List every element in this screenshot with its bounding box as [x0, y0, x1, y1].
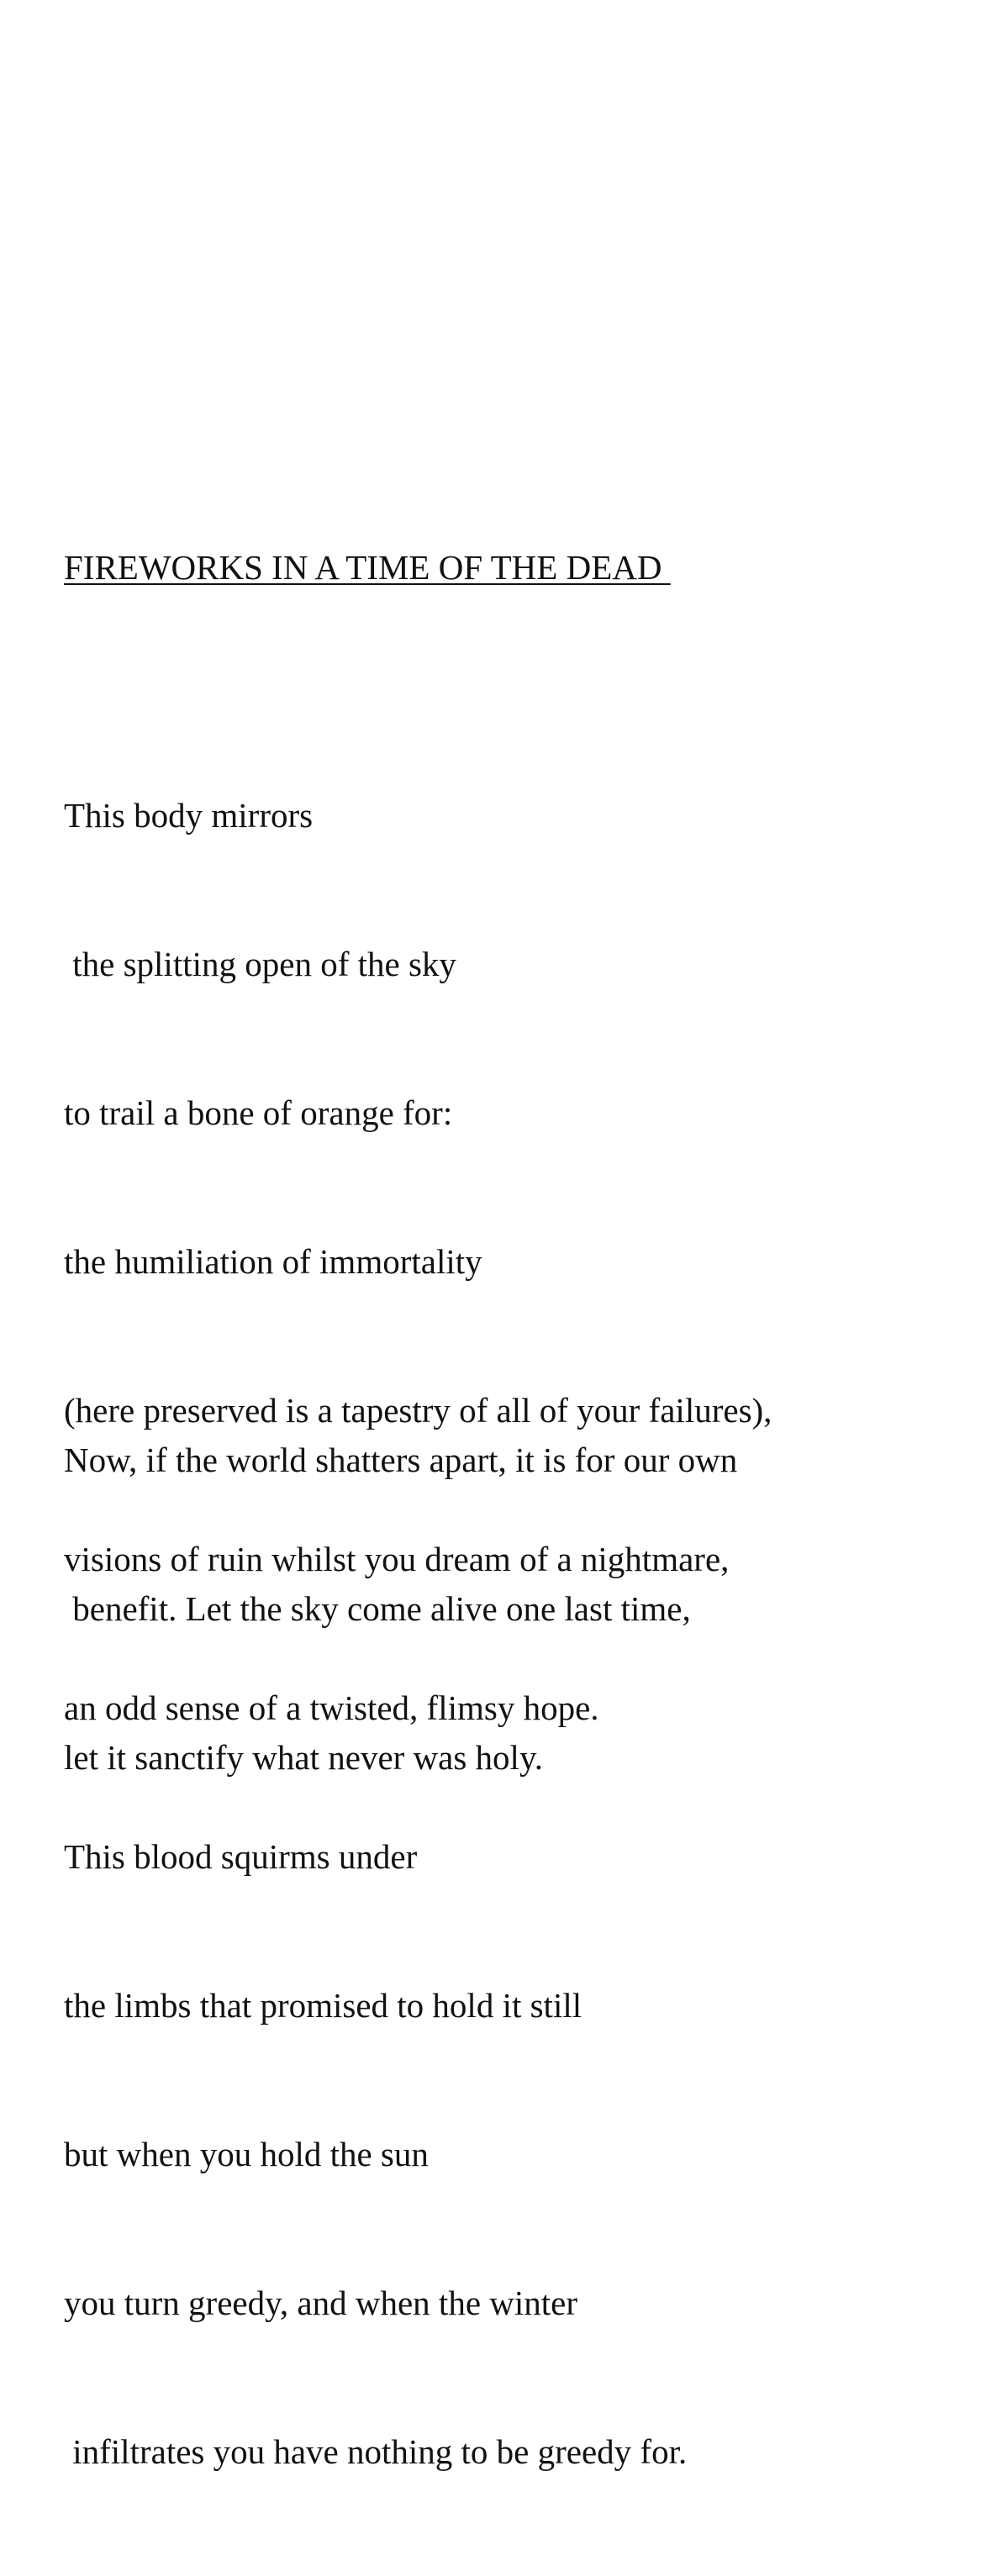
poem-line: an odd sense of a twisted, flimsy hope. [64, 1688, 599, 1727]
poem-line: but when you hold the sun [64, 2135, 429, 2173]
poem-line: infiltrates you have nothing to be greedy for. [64, 2432, 688, 2471]
poem-stanza-2 [64, 1336, 737, 1882]
poem-line: This blood squirms under [64, 1837, 418, 1876]
poem-line: let it sanctify what never was holy. [64, 1738, 544, 1777]
poem-line: (here preserved is a tapestry of all of your failures), [64, 1391, 772, 1430]
poem-line: to trail a bone of orange for: [64, 1093, 453, 1132]
poem-line: the splitting open of the sky [64, 945, 456, 983]
poem-line: visions of ruin whilst you dream of a nightmare, [64, 1540, 730, 1578]
poem-line: This body mirrors [64, 796, 314, 835]
poem-line: the humiliation of immortality [64, 1242, 482, 1281]
poem-title: FIREWORKS IN A TIME OF THE DEAD [64, 548, 671, 587]
poem-line: you turn greedy, and when the winter [64, 2284, 578, 2322]
poem-line: benefit. Let the sky come alive one last time, [64, 1589, 691, 1628]
poem-line: the limbs that promised to hold it still [64, 1986, 582, 2025]
poem-line: Now, if the world shatters apart, it is for our own [64, 1441, 738, 1479]
